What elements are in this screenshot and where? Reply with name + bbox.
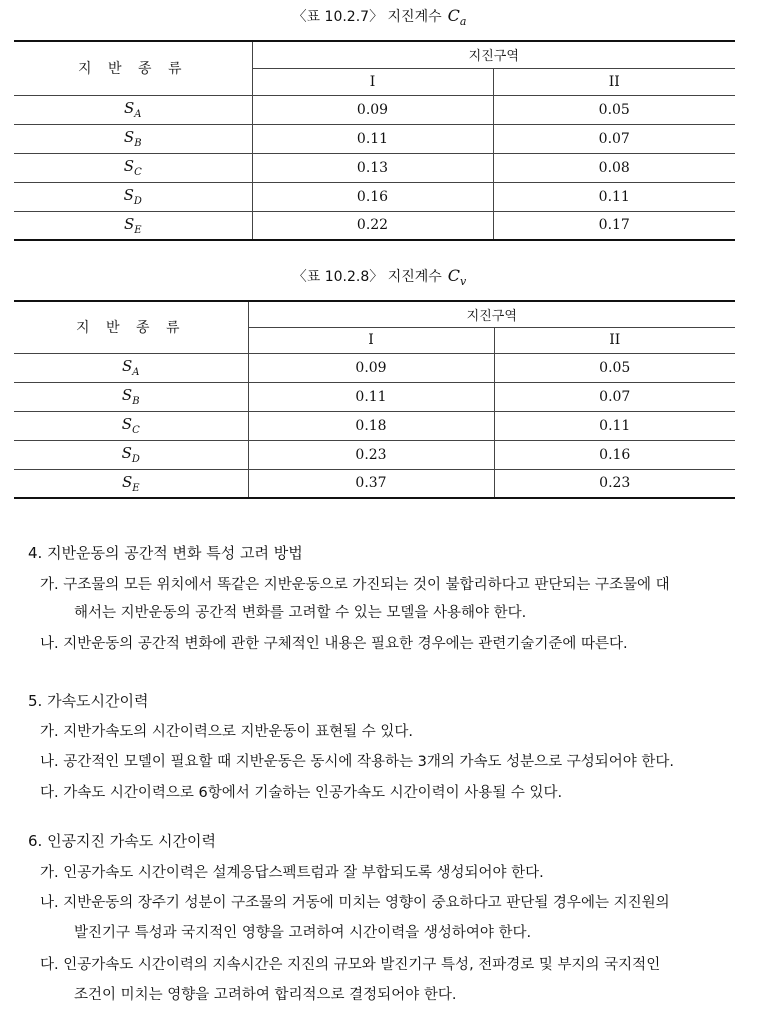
ground-type-header: 지 반 종 류	[14, 301, 248, 353]
soil-type-cell: $S_A$	[14, 95, 252, 124]
section-5-item-da: 다. 가속도 시간이력으로 6항에서 기술하는 인공가속도 시간이력이 사용될 수 있다.	[40, 785, 563, 801]
soil-type-cell: $S_E$	[14, 469, 248, 498]
zone-2-value: 0.05	[493, 95, 735, 124]
zone-2-header: II	[493, 68, 735, 95]
seismic-coefficient-table-cv	[14, 300, 735, 499]
soil-type-cell: $S_B$	[14, 382, 248, 411]
zone-1-header: I	[248, 327, 494, 353]
table-row	[14, 353, 735, 382]
soil-type-cell: $S_D$	[14, 440, 248, 469]
zone-1-value: 0.18	[248, 411, 494, 440]
zone-1-value: 0.13	[252, 153, 493, 182]
zone-2-value: 0.16	[494, 440, 735, 469]
zone-1-value: 0.09	[248, 353, 494, 382]
section-4-title: 4. 지반운동의 공간적 변화 특성 고려 방법	[28, 544, 303, 562]
zone-2-value: 0.11	[493, 182, 735, 211]
zone-1-value: 0.11	[248, 382, 494, 411]
table-row	[14, 95, 735, 124]
section-6-item-ga: 가. 인공가속도 시간이력은 설계응답스펙트럼과 잘 부합되도록 생성되어야 한다.	[40, 865, 544, 881]
zone-2-value: 0.17	[493, 211, 735, 240]
zone-2-value: 0.07	[493, 124, 735, 153]
zone-2-value: 0.11	[494, 411, 735, 440]
section-6-item-na: 나. 지반운동의 장주기 성분이 구조물의 거동에 미치는 영향이 중요하다고 판단될 경우에는 지진원의	[40, 895, 670, 911]
soil-type-cell: $S_E$	[14, 211, 252, 240]
table-row	[14, 440, 735, 469]
zone-2-header: II	[494, 327, 735, 353]
zone-1-value: 0.22	[252, 211, 493, 240]
soil-type-cell: $S_C$	[14, 153, 252, 182]
zone-1-value: 0.37	[248, 469, 494, 498]
zone-2-value: 0.07	[494, 382, 735, 411]
soil-type-cell: $S_D$	[14, 182, 252, 211]
section-6-item-da-cont: 조건이 미치는 영향을 고려하여 합리적으로 결정되어야 한다.	[74, 987, 457, 1003]
ground-type-header: 지 반 종 류	[14, 41, 252, 95]
zone-2-value: 0.23	[494, 469, 735, 498]
section-4-item-ga: 가. 구조물의 모든 위치에서 똑같은 지반운동으로 가진되는 것이 불합리하다고 판단되는 구조물에 대	[40, 577, 670, 593]
section-5-item-ga: 가. 지반가속도의 시간이력으로 지반운동이 표현될 수 있다.	[40, 724, 414, 740]
soil-type-cell: $S_A$	[14, 353, 248, 382]
table-row	[14, 469, 735, 498]
coefficient-symbol: $C_v$	[447, 266, 467, 289]
table-row	[14, 382, 735, 411]
table-row	[14, 124, 735, 153]
zone-1-value: 0.23	[248, 440, 494, 469]
table-row	[14, 182, 735, 211]
table-row	[14, 153, 735, 182]
section-6-title: 6. 인공지진 가속도 시간이력	[28, 832, 217, 850]
seismic-zone-header: 지진구역	[252, 41, 735, 68]
section-5-item-na: 나. 공간적인 모델이 필요할 때 지반운동은 동시에 작용하는 3개의 가속도 성분으로 구성되어야 한다.	[40, 754, 675, 770]
section-6-item-na-cont: 발진기구 특성과 국지적인 영향을 고려하여 시간이력을 생성하여야 한다.	[74, 925, 532, 941]
coefficient-symbol: $C_a$	[447, 6, 467, 29]
zone-2-value: 0.08	[493, 153, 735, 182]
section-4-item-na: 나. 지반운동의 공간적 변화에 관한 구체적인 내용은 필요한 경우에는 관련기술기준에 따른다.	[40, 636, 628, 652]
zone-1-value: 0.16	[252, 182, 493, 211]
table2-caption: 〈표 10.2.8〉 지진계수 $C_v$	[292, 266, 467, 289]
zone-2-value: 0.05	[494, 353, 735, 382]
seismic-coefficient-table-ca	[14, 40, 735, 241]
section-4-item-ga-cont: 해서는 지반운동의 공간적 변화를 고려할 수 있는 모델을 사용해야 한다.	[74, 605, 527, 621]
zone-1-value: 0.11	[252, 124, 493, 153]
zone-1-header: I	[252, 68, 493, 95]
section-6-item-da: 다. 인공가속도 시간이력의 지속시간은 지진의 규모와 발진기구 특성, 전파경로 및 부지의 국지적인	[40, 957, 661, 973]
soil-type-cell: $S_B$	[14, 124, 252, 153]
table-row	[14, 211, 735, 240]
soil-type-cell: $S_C$	[14, 411, 248, 440]
table1-caption: 〈표 10.2.7〉 지진계수 $C_a$	[292, 6, 467, 29]
seismic-zone-header: 지진구역	[248, 301, 735, 327]
section-5-title: 5. 가속도시간이력	[28, 692, 149, 710]
table-row	[14, 411, 735, 440]
zone-1-value: 0.09	[252, 95, 493, 124]
